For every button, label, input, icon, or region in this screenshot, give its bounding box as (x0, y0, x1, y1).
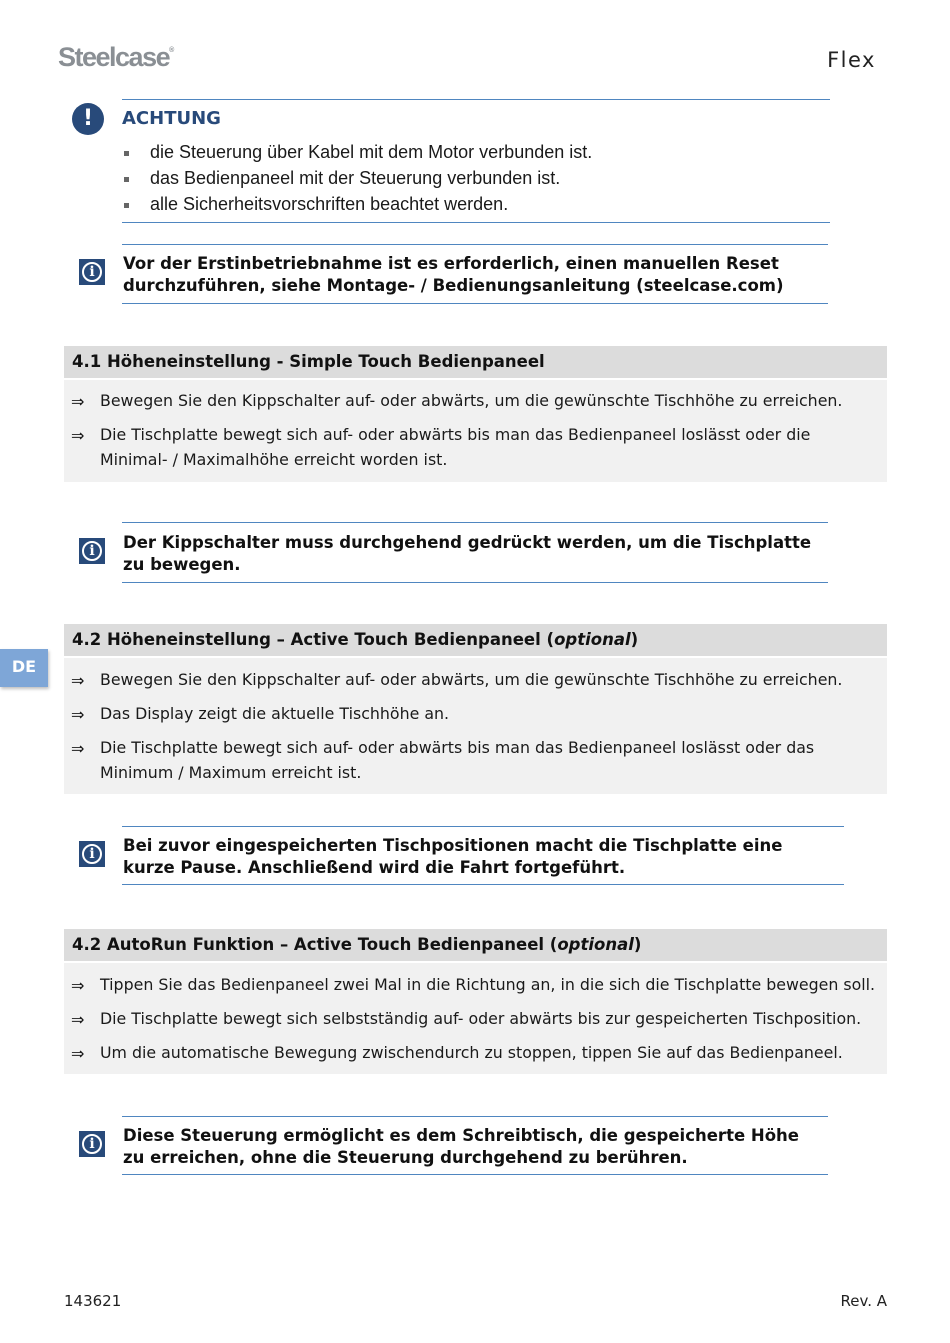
info-icon: i (79, 259, 105, 285)
step-text: Bewegen Sie den Kippschalter auf- oder abwärts, um die gewünschte Tischhöhe zu erreichen. (100, 670, 843, 689)
section-heading (64, 929, 887, 961)
step-text: Die Tischplatte bewegt sich auf- oder abwärts bis man das Bedienpaneel loslässt oder das Minimum / Maximum erreicht ist. (100, 738, 815, 782)
note-top-rule (122, 244, 828, 245)
section-title-close: ) (633, 935, 642, 954)
step-arrow-icon: ⇒ (71, 976, 85, 995)
section-title-close: ) (630, 630, 639, 649)
language-tab: DE (0, 649, 48, 687)
section-title-italic: optional (557, 935, 634, 954)
step-arrow-icon: ⇒ (71, 739, 85, 758)
section-title: 4.2 AutoRun Funktion – Active Touch Bedienpaneel (72, 935, 545, 954)
exclamation-icon: ! (72, 103, 104, 135)
section-title-open: ( (544, 935, 558, 954)
note-bottom-rule (122, 582, 828, 583)
step-text: Die Tischplatte bewegt sich selbstständig auf- oder abwärts bis zur gespeicherten Tischposition. (100, 1009, 862, 1028)
warning-top-rule (122, 99, 830, 100)
step-arrow-icon: ⇒ (71, 426, 85, 445)
note-top-rule (122, 522, 828, 523)
section-heading (64, 346, 887, 378)
document-number: 143621 (64, 1292, 122, 1310)
info-icon: i (79, 1131, 105, 1157)
section-heading (64, 624, 887, 656)
section-body (64, 963, 887, 1074)
step-text: Das Display zeigt die aktuelle Tischhöhe an. (100, 704, 450, 723)
note-bottom-rule (122, 1174, 828, 1175)
step-arrow-icon: ⇒ (71, 1044, 85, 1063)
product-name: Flex (827, 48, 876, 72)
note-text: Diese Steuerung ermöglicht es dem Schreibtisch, die gespeicherte Höhe zu erreichen, ohne die Steuerung durchgehend zu berühren. (123, 1126, 799, 1167)
section-title: 4.1 Höheneinstellung - Simple Touch Bedienpaneel (72, 352, 545, 371)
warning-title: ACHTUNG (122, 108, 221, 129)
warning-item: das Bedienpaneel mit der Steuerung verbunden ist. (122, 166, 592, 192)
steelcase-logo (58, 42, 174, 73)
step-text: Tippen Sie das Bedienpaneel zwei Mal in die Richtung an, in die sich die Tischplatte bewegen soll. (100, 975, 876, 994)
note-text: Bei zuvor eingespeicherten Tischpositionen macht die Tischplatte eine kurze Pause. Anschließend wird die Fahrt fortgeführt. (123, 836, 783, 877)
section-body (64, 658, 887, 794)
section-body (64, 380, 887, 482)
step-arrow-icon: ⇒ (71, 392, 85, 411)
warning-item: die Steuerung über Kabel mit dem Motor verbunden ist. (122, 140, 592, 166)
note-text: Vor der Erstinbetriebnahme ist es erforderlich, einen manuellen Reset durchzuführen, siehe Montage- / Bedienungsanleitung (steelcase.com) (123, 254, 784, 295)
note-bottom-rule (122, 884, 844, 885)
step-text: Um die automatische Bewegung zwischendurch zu stoppen, tippen Sie auf das Bedienpaneel. (100, 1043, 843, 1062)
step-arrow-icon: ⇒ (71, 705, 85, 724)
warning-list (122, 140, 592, 218)
revision-label: Rev. A (840, 1292, 887, 1310)
warning-item: alle Sicherheitsvorschriften beachtet werden. (122, 192, 592, 218)
step-arrow-icon: ⇒ (71, 1010, 85, 1029)
section-title-italic: optional (554, 630, 631, 649)
section-title: 4.2 Höheneinstellung – Active Touch Bedienpaneel (72, 630, 541, 649)
logo-registered-mark: ® (169, 47, 175, 54)
step-text: Bewegen Sie den Kippschalter auf- oder abwärts, um die gewünschte Tischhöhe zu erreichen. (100, 391, 843, 410)
section-title-open: ( (540, 630, 555, 649)
step-text: Die Tischplatte bewegt sich auf- oder abwärts bis man das Bedienpaneel loslässt oder die Minimal- / Maximalhöhe erreicht worden ist. (100, 425, 811, 469)
step-arrow-icon: ⇒ (71, 671, 85, 690)
info-icon: i (79, 841, 105, 867)
note-top-rule (122, 826, 844, 827)
note-top-rule (122, 1116, 828, 1117)
note-text: Der Kippschalter muss durchgehend gedrückt werden, um die Tischplatte zu bewegen. (123, 533, 812, 574)
info-icon: i (79, 538, 105, 564)
logo-text: Steelcase (58, 42, 170, 72)
note-bottom-rule (122, 303, 828, 304)
warning-bottom-rule (122, 222, 830, 223)
